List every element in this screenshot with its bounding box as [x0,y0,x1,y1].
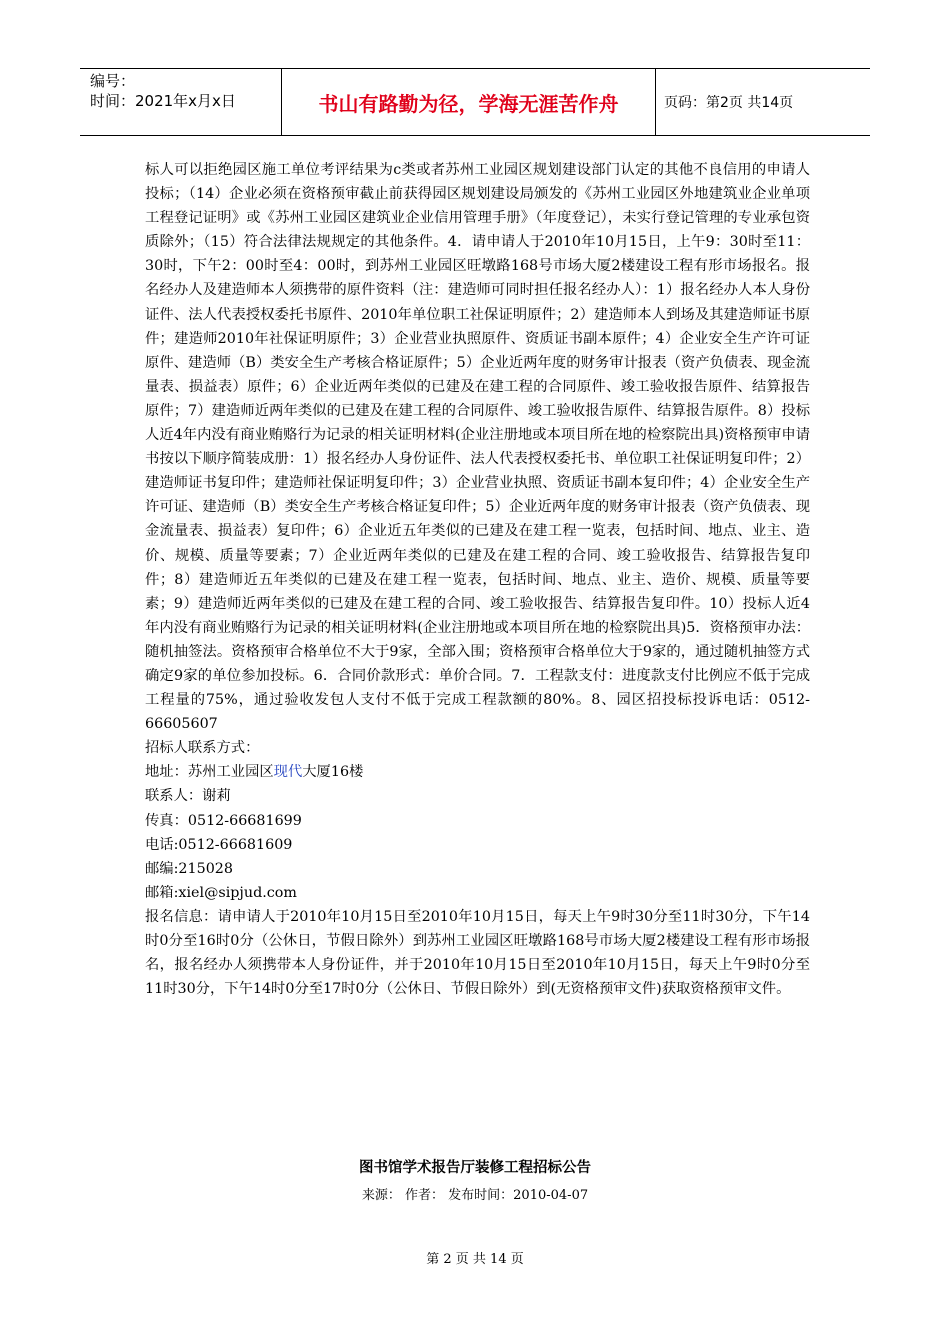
page-footer: 第 2 页 共 14 页 [426,1252,524,1267]
contact-phone: 电话:0512-66681609 [145,836,293,853]
contact-address [145,760,810,784]
number-label: 编号： [90,72,136,90]
header-page-info: 页码：第2页 共14页 [664,95,794,111]
header-motto: 书山有路勤为径，学海无涯苦作舟 [282,69,656,135]
contact-person: 联系人：谢莉 [145,788,231,805]
header-meta [80,69,282,135]
registration-info: 报名信息：请申请人于2010年10月15日至2010年10月15日，每天上午9时30分至11时30分，下午14时0分至16时0分（公休日，节假日除外）到苏州工业园区旺墩路168号市场大厦2楼建设工程有形市场报名，报名经办人须携带本人身份证件，并于2010年10月15日至2010年10月15日，每天上午9时0分至11时30分，下午14时0分至17时0分（公休日、节假日除外）到(无资格预审文件)获取资格预审文件。 [145,908,810,998]
notice-title: 图书馆学术报告厅装修工程招标公告 [359,1160,591,1176]
address-link[interactable]: 现代 [273,764,303,781]
main-paragraph: 标人可以拒绝园区施工单位考评结果为c类或者苏州工业园区规划建设部门认定的其他不良信用的申请人投标；（14）企业必须在资格预审截止前获得园区规划建设局颁发的《苏州工业园区外地建筑业企业单项工程登记证明》或《苏州工业园区建筑业企业信用管理手册》（年度登记），未实行登记管理的专业承包资质除外；（15）符合法律法规规定的其他条件。4．请申请人于2010年10月15日，上午9：30时至11：30时，下午2：00时至4：00时，到苏州工业园区旺墩路168号市场大厦2楼建设工程有形市场报名。报名经办人及建造师本人须携带的原件资料（注：建造师可同时担任报名经办人）：1）报名经办人本人身份证件、法人代表授权委托书原件、2010年单位职工社保证明原件；2）建造师本人到场及其建造师证书原件；建造师2010年社保证明原件；3）企业营业执照原件、资质证书副本原件；4）企业安全生产许可证原件、建造师（B）类安全生产考核合格证原件；5）企业近两年度的财务审计报表（资产负债表、现金流量表、损益表）原件；6）企业近两年类似的已建及在建工程的合同原件、竣工验收报告原件、结算报告原件；7）建造师近两年类似的已建及在建工程的合同原件、竣工验收报告原件、结算报告原件。8）投标人近4年内没有商业贿赂行为记录的相关证明材料(企业注册地或本项目所在地的检察院出具)资格预审申请书按以下顺序简装成册：1）报名经办人身份证件、法人代表授权委托书、单位职工社保证明复印件；2）建造师证书复印件；建造师社保证明复印件；3）企业营业执照、资质证书副本复印件；4）企业安全生产许可证、建造师（B）类安全生产考核合格证复印件；5）企业近两年度的财务审计报表（资产负债表、现金流量表、损益表）复印件；6）企业近五年类似的已建及在建工程一览表，包括时间、地点、业主、造价、规模、质量等要素；7）企业近两年类似的已建及在建工程的合同、竣工验收报告、结算报告复印件；8）建造师近五年类似的已建及在建工程一览表，包括时间、地点、业主、造价、规模、质量等要素；9）建造师近两年类似的已建及在建工程的合同、竣工验收报告、结算报告复印件。10）投标人近4年内没有商业贿赂行为记录的相关证明材料(企业注册地或本项目所在地的检察院出具)5．资格预审办法：随机抽签法。资格预审合格单位不大于9家，全部入围；资格预审合格单位大于9家的，通过随机抽签方式确定9家的单位参加投标。6．合同价款形式：单价合同。7．工程款支付：进度款支付比例应不低于完成工程量的75%，通过验收发包人支付不低于完成工程款额的80%。8、园区招投标投诉电话：0512-66605607 [145,162,810,733]
address-suffix: 大厦16楼 [302,764,364,781]
contact-email: 邮箱:xiel@sipjud.com [145,884,297,901]
contact-fax: 传真：0512-66681699 [145,812,302,829]
date-label: 时间：2021年x月x日 [90,92,236,110]
contact-heading: 招标人联系方式： [145,740,260,757]
contact-postcode: 邮编:215028 [145,860,233,877]
address-prefix: 地址：苏州工业园区 [145,764,274,781]
document-body [145,158,810,1001]
notice-meta: 来源： 作者： 发布时间：2010-04-07 [361,1188,589,1203]
page-header [80,68,870,136]
